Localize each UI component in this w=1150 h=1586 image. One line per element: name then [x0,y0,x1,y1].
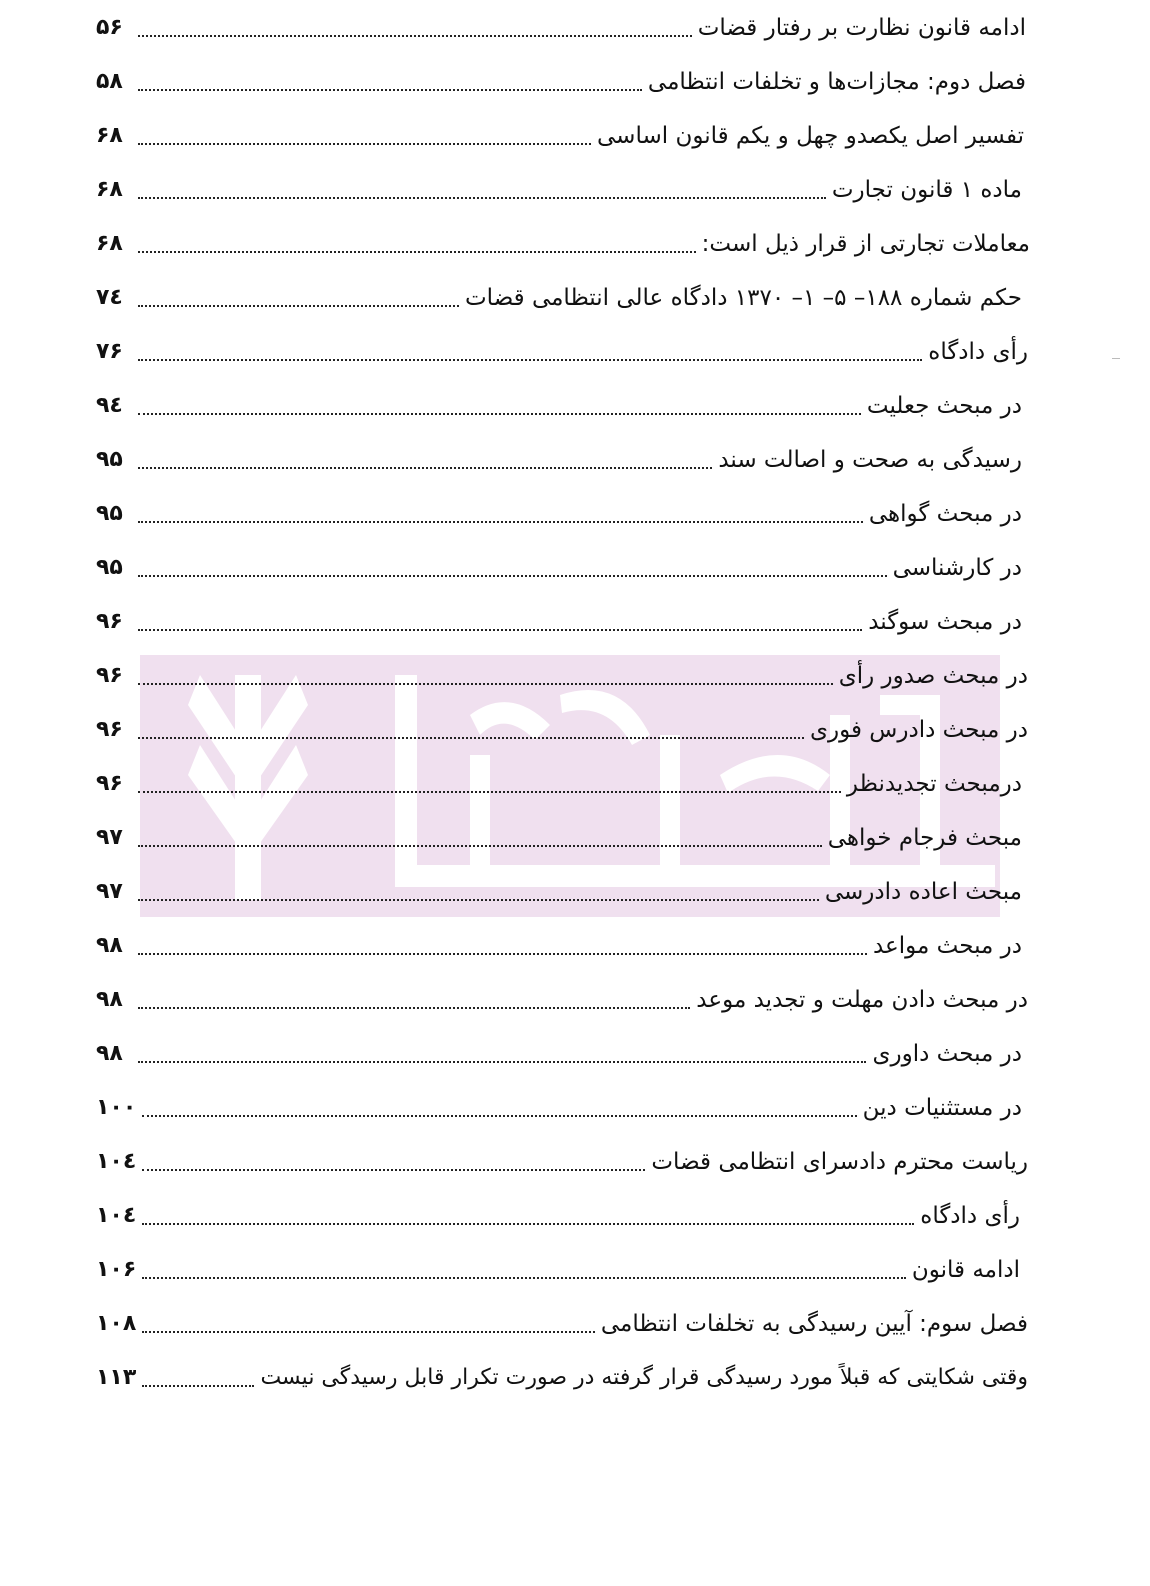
toc-leader-dots [138,413,861,415]
toc-title: در مبحث مواعد [872,933,1022,959]
toc-page-number: ۶۸ [96,231,123,256]
toc-row[interactable] [96,1356,1028,1396]
toc-leader-dots [138,251,696,253]
toc-leader-dots [138,683,833,685]
toc-leader-dots [138,521,863,523]
toc-title: در مبحث گواهی [868,501,1022,527]
toc-title: در مستثنیات دین [862,1095,1022,1121]
toc-row[interactable] [96,222,1030,262]
toc-page-number: ۹۷ [96,879,123,904]
toc-leader-dots [138,899,819,901]
toc-title: رأی دادگاه [920,1203,1020,1229]
toc-leader-dots [142,1331,595,1333]
toc-title: ادامه قانون نظارت بر رفتار قضات [697,15,1026,41]
toc-row[interactable] [96,870,1022,910]
toc-title: در کارشناسی [892,555,1022,581]
toc-row[interactable] [96,978,1028,1018]
toc-page-number: ۹۶ [96,717,123,742]
toc-page-number: ۹۸ [96,1041,123,1066]
toc-row[interactable] [96,924,1022,964]
toc-row[interactable] [96,816,1022,856]
toc-leader-dots [142,1223,914,1225]
toc-title: مبحث فرجام خواهی [827,825,1022,851]
toc-page-number: ۱۰٤ [96,1203,137,1228]
toc-page-number: ۹۷ [96,825,123,850]
toc-title: فصل سوم: آیین رسیدگی به تخلفات انتظامی [600,1311,1028,1337]
toc-page-number: ۹٤ [96,393,123,418]
toc-page-number: ۶۸ [96,123,123,148]
toc-title: ماده ۱ قانون تجارت [831,177,1022,203]
toc-page-number: ۷٤ [96,285,123,310]
toc-row[interactable] [96,60,1026,100]
toc-title: معاملات تجارتی از قرار ذیل است: [701,231,1030,257]
toc-title: درمبحث تجدیدنظر [846,771,1022,797]
toc-page-number: ۹۵ [96,447,123,472]
toc-title: رسیدگی به صحت و اصالت سند [718,447,1022,473]
toc-leader-dots [138,197,826,199]
toc-row[interactable] [96,600,1022,640]
toc-title: در مبحث جعلیت [866,393,1022,419]
toc-leader-dots [142,1169,645,1171]
toc-leader-dots [138,89,642,91]
toc-leader-dots [138,305,459,307]
toc-leader-dots [142,1385,254,1387]
toc-page-number: ۱۱۳ [96,1365,137,1390]
toc-title: تفسیر اصل یکصدو چهل و یکم قانون اساسی [597,123,1024,149]
toc-page-number: ۹۸ [96,987,123,1012]
toc-leader-dots [138,737,804,739]
toc-row[interactable] [96,114,1024,154]
toc-page-number: ۵۸ [96,69,123,94]
toc-title: ادامه قانون [911,1257,1020,1283]
toc-title: حکم شماره ۱۸۸– ۵– ۱– ۱۳۷۰ دادگاه عالی انتظامی قضات [465,285,1022,311]
toc-row[interactable] [96,546,1022,586]
toc-title: مبحث اعاده دادرسی [824,879,1022,905]
toc-row[interactable] [96,1194,1020,1234]
toc-page-number: ۹۶ [96,771,123,796]
toc-title: ریاست محترم دادسرای انتظامی قضات [651,1149,1028,1175]
toc-title: در مبحث داوری [872,1041,1022,1067]
toc-row[interactable] [96,1140,1028,1180]
toc-leader-dots [142,1277,906,1279]
toc-row[interactable] [96,762,1022,802]
toc-leader-dots [138,953,867,955]
toc-leader-dots [138,35,692,37]
toc-title: در مبحث دادرس فوری [809,717,1028,743]
toc-title: وقتی شکایتی که قبلاً مورد رسیدگی قرار گرفته در صورت تکرار قابل رسیدگی نیست [260,1365,1028,1390]
toc-page-number: ۹۸ [96,933,123,958]
toc-title: در مبحث صدور رأی [838,663,1028,689]
toc-row[interactable] [96,330,1028,370]
toc-page-number: ۹۶ [96,609,123,634]
toc-page-number: ۹۵ [96,555,123,580]
toc-row[interactable] [96,1032,1022,1072]
toc-title: فصل دوم: مجازات‌ها و تخلفات انتظامی [647,69,1026,95]
toc-leader-dots [138,629,862,631]
page-edge-mark [1112,358,1120,359]
toc-page-number: ۱۰٤ [96,1149,137,1174]
toc-page-number: ۵۶ [96,15,123,40]
toc-leader-dots [142,1115,856,1117]
toc-row[interactable] [96,384,1022,424]
toc-page-number: ۷۶ [96,339,123,364]
toc-page-number: ۱۰۶ [96,1257,137,1282]
toc-leader-dots [138,791,841,793]
toc-title: رأی دادگاه [928,339,1028,365]
toc-title: در مبحث سوگند [868,609,1022,635]
toc-leader-dots [138,359,922,361]
toc-leader-dots [138,845,822,847]
toc-leader-dots [138,143,591,145]
toc-row[interactable] [96,654,1028,694]
toc-row[interactable] [96,1086,1022,1126]
toc-page-number: ۶۸ [96,177,123,202]
toc-row[interactable] [96,168,1022,208]
toc-row[interactable] [96,708,1028,748]
toc-leader-dots [138,575,887,577]
toc-row[interactable] [96,438,1022,478]
toc-leader-dots [138,1061,866,1063]
toc-page-number: ۹۵ [96,501,123,526]
toc-row[interactable] [96,1302,1028,1342]
toc-row[interactable] [96,6,1026,46]
toc-row[interactable] [96,276,1022,316]
toc-page-number: ۱۰۰ [96,1095,137,1120]
toc-page-number: ۹۶ [96,663,123,688]
toc-row[interactable] [96,1248,1020,1288]
toc-page-number: ۱۰۸ [96,1311,137,1336]
toc-leader-dots [138,1007,690,1009]
toc-title: در مبحث دادن مهلت و تجدید موعد [696,987,1028,1013]
toc-leader-dots [138,467,712,469]
toc-row[interactable] [96,492,1022,532]
